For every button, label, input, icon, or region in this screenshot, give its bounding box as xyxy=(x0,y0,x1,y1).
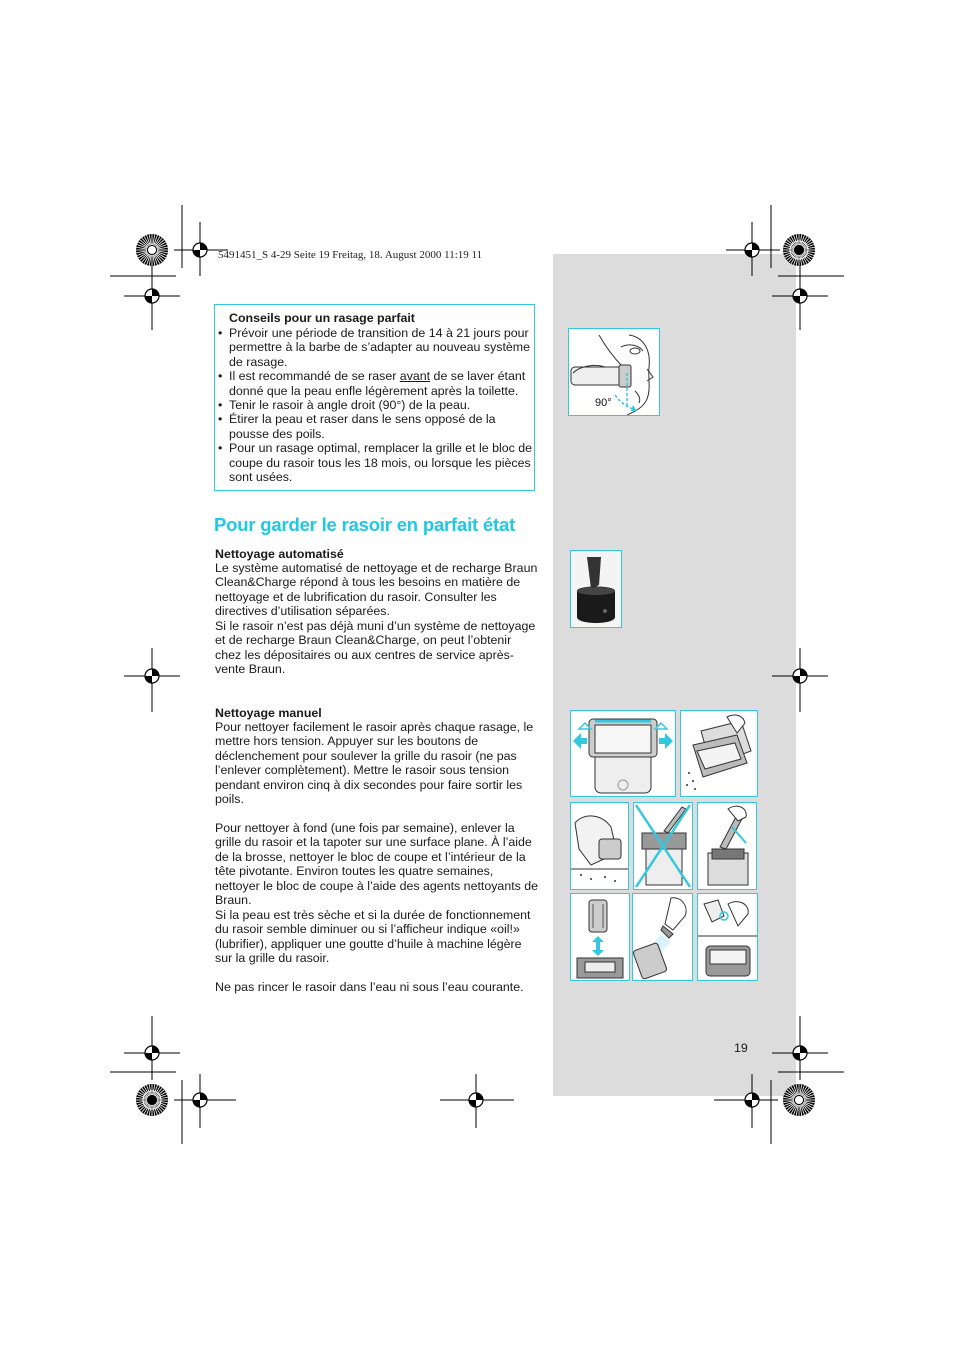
figure-tap-foil xyxy=(570,802,629,890)
manual-cleaning-title: Nettoyage manuel xyxy=(215,706,322,720)
figure-clean-charge xyxy=(570,550,622,628)
figure-shaver-on xyxy=(680,710,758,797)
print-header: 5491451_S 4-29 Seite 19 Freitag, 18. August 2000 11:19 11 xyxy=(218,249,483,261)
underlined-word: avant xyxy=(399,369,431,384)
list-item: • Pour un rasage optimal, remplacer la grille et le bloc de coupe du rasoir tous les 18 mois, ou lorsque les pièces sont usées. xyxy=(218,441,533,485)
figure-shaving-angle xyxy=(568,328,660,416)
figure-oil-drop xyxy=(632,893,693,981)
manual-cleaning-text-4: Ne pas rincer le rasoir dans l’eau ni sous l’eau courante. xyxy=(215,980,524,994)
figure-remove-cutter xyxy=(570,893,630,981)
figure-brush-cutter xyxy=(697,802,757,890)
list-item: • Il est recommandé de se raser avant de se laver étant donné que la peau enfle légèrement après la toilette. xyxy=(218,369,526,398)
figure-oil-foil xyxy=(697,893,758,981)
manual-cleaning-text-1: Pour nettoyer facilement le rasoir après chaque rasage, le mettre hors tension. Appuyer sur les boutons de déclenchement pour soulever la grille du rasoir (ne pas l’enlever complètement). Mettre le rasoir sous tension pendant environ cinq à dix secondes pour faire sortir les poils. xyxy=(215,720,534,807)
list-item: • Tenir le rasoir à angle droit (90°) de la peau. xyxy=(218,398,471,413)
list-item: • Prévoir une période de transition de 14 à 21 jours pour permettre à la barbe de s’adapter au nouveau système de rasage. xyxy=(218,326,530,369)
list-item: • Étirer la peau et raser dans le sens opposé de la pousse des poils. xyxy=(218,412,496,441)
figure-release-foil xyxy=(570,710,676,797)
page-number: 19 xyxy=(734,1041,748,1055)
auto-cleaning-text-2: Si le rasoir n’est pas déjà muni d’un système de nettoyage et de recharge Braun Clean&Charge, on peut l’obtenir chez les dépositaires ou aux centres de service après-vente Braun. xyxy=(215,619,536,677)
manual-cleaning-text-3: Si la peau est très sèche et si la durée de fonctionnement du rasoir semble diminuer ou si l’afficheur indique «oil!» (lubrifier), appliquer une goutte d’huile à machine légère sur la grille du rasoir. xyxy=(215,908,531,966)
figure-no-brush-foil xyxy=(633,802,693,890)
tips-list xyxy=(218,326,536,484)
auto-cleaning-text-1: Le système automatisé de nettoyage et de recharge Braun Clean&Charge répond à tous les besoins en matière de nettoyage et de lubrification du rasoir. Consulter les directives d’utilisation séparées. xyxy=(215,561,538,619)
angle-label: 90° xyxy=(595,397,612,409)
tips-title: Conseils pour un rasage parfait xyxy=(229,311,415,325)
auto-cleaning-title: Nettoyage automatisé xyxy=(215,547,344,561)
manual-cleaning-text-2: Pour nettoyer à fond (une fois par semaine), enlever la grille du rasoir et la tapoter sur une surface plane. À l’aide de la brosse, nettoyer le bloc de coupe et l’intérieur de la tête pivotante. Environ toutes les quatre semaines, nettoyer le bloc de coupe à l’aide des agents nettoyants de Braun. xyxy=(215,821,539,908)
section-title: Pour garder le rasoir en parfait état xyxy=(214,514,516,535)
